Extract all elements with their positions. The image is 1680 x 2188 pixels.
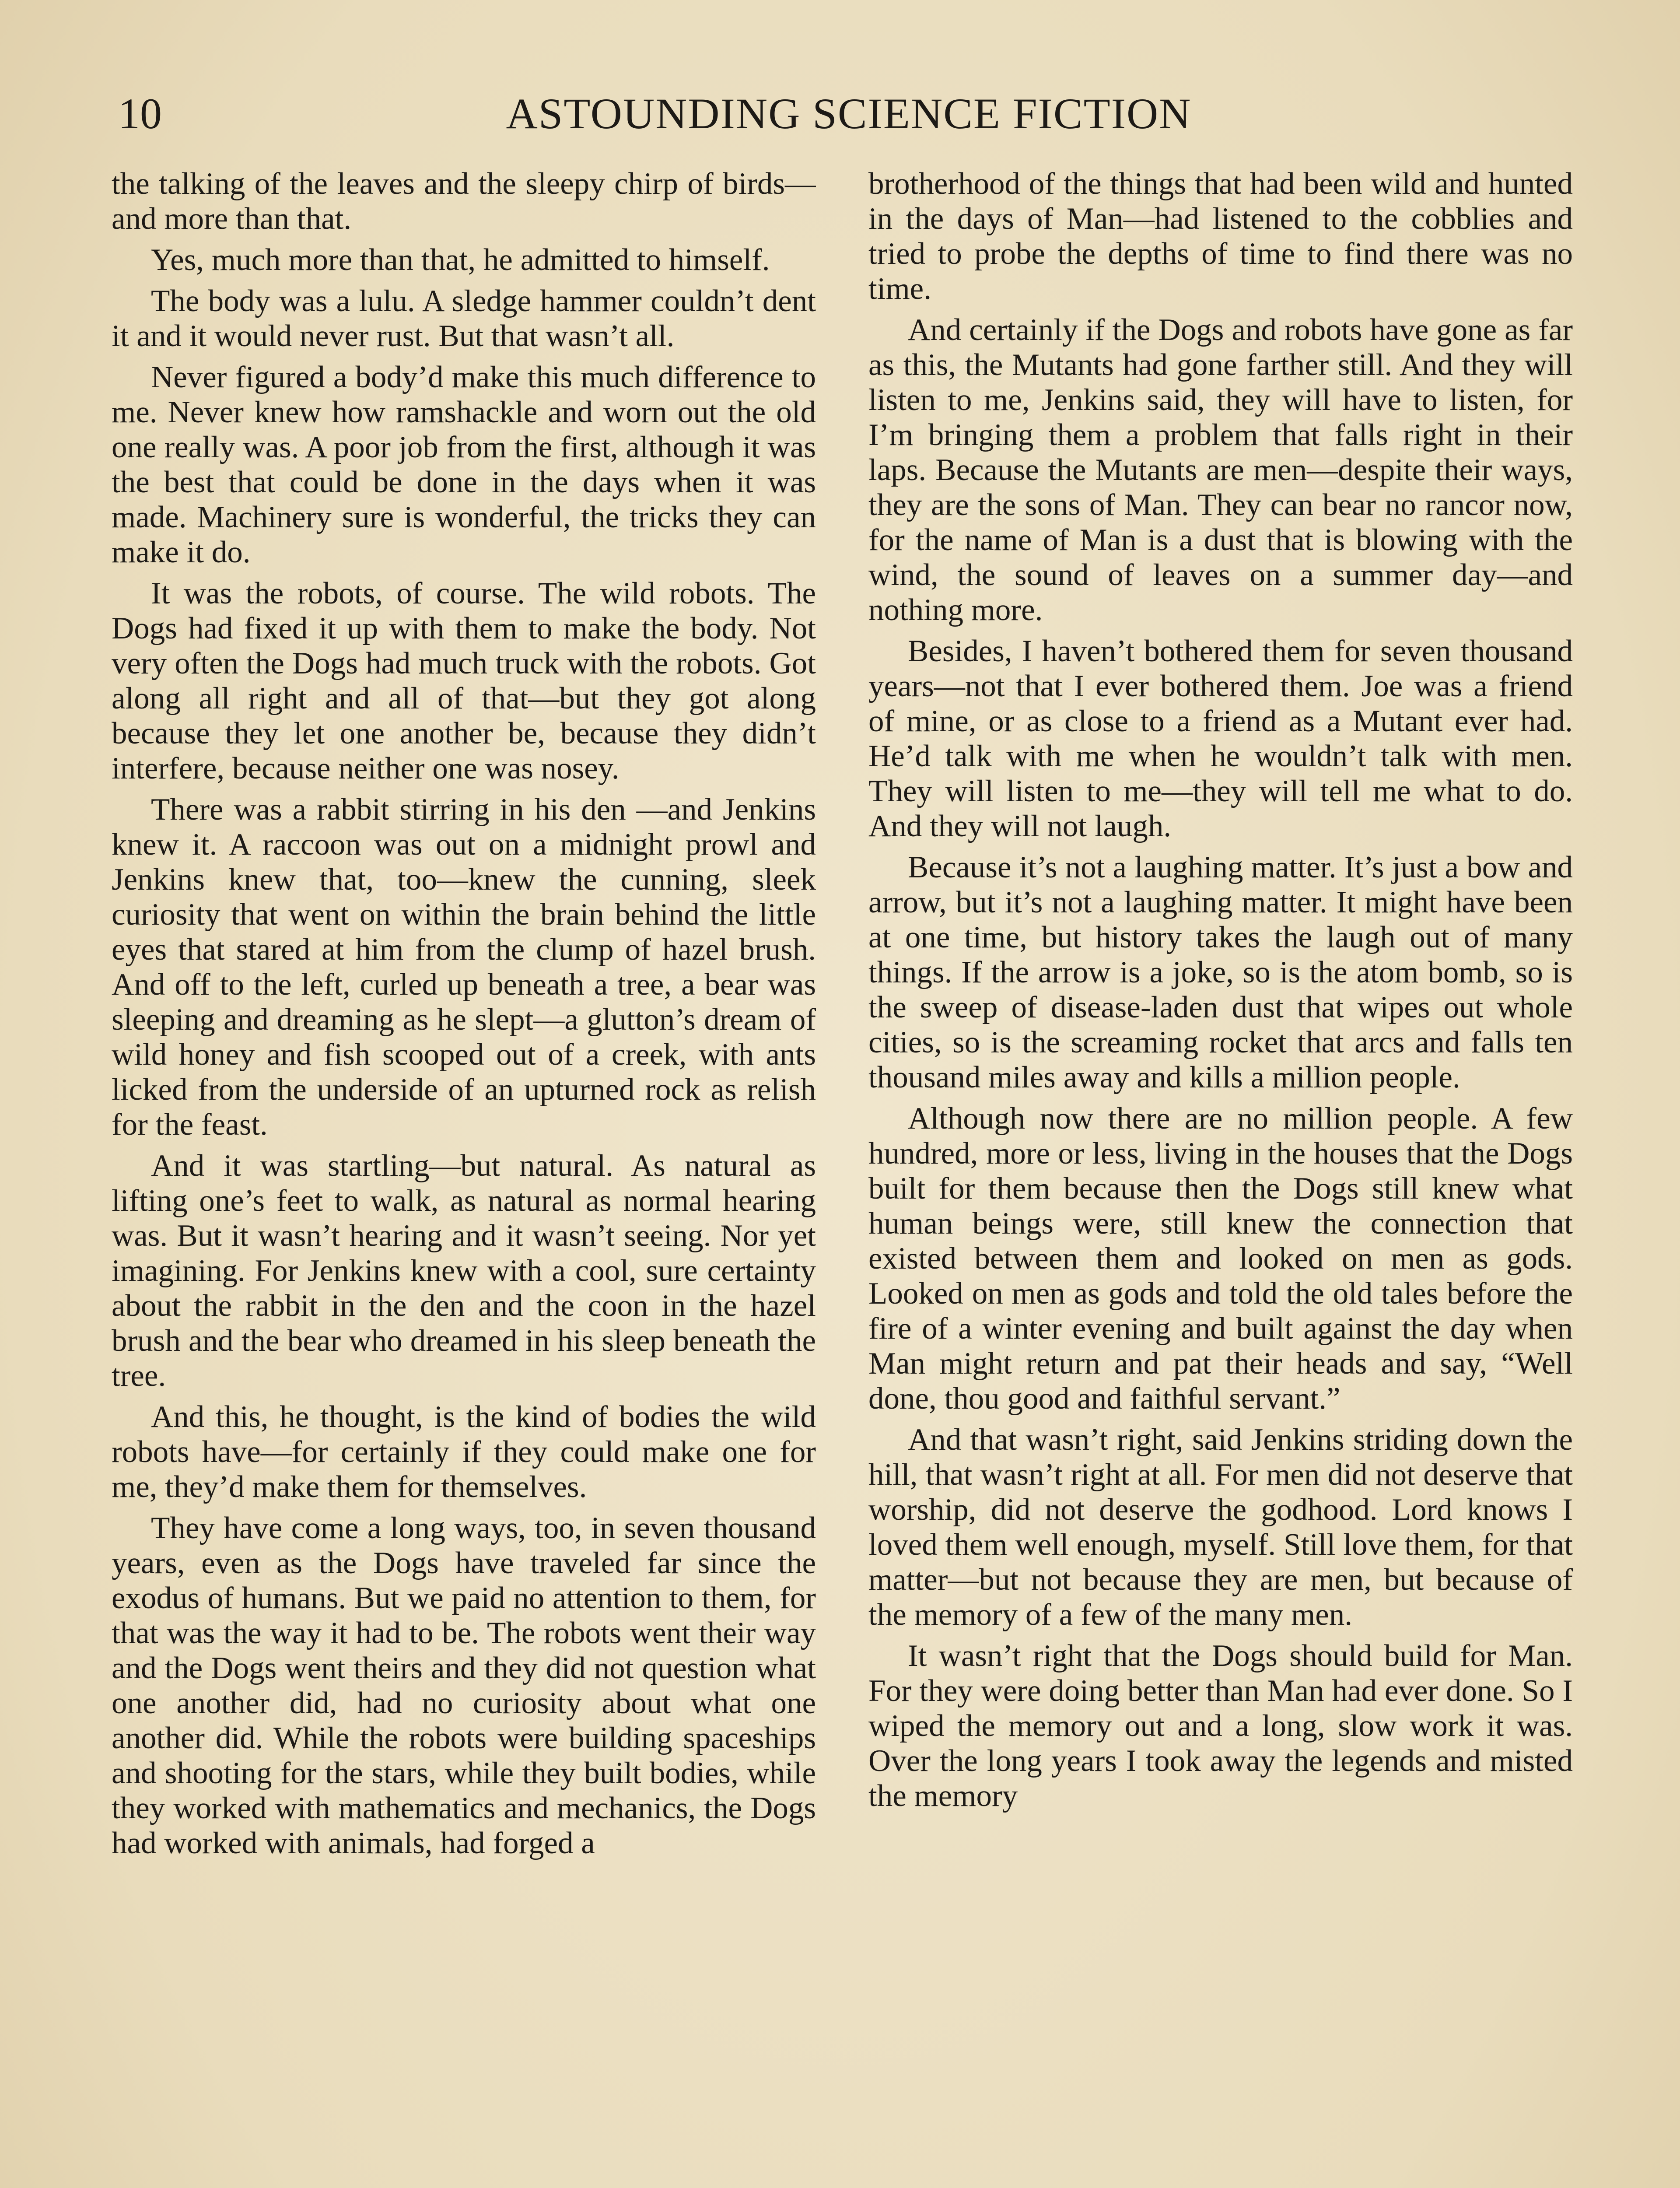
paragraph: Although now there are no million people. A few hundred, more or less, living in the houses that the Dogs built for them because then the Dogs still knew what human beings were, still knew the connection that existed between them and looked on men as gods. Looked on men as gods and told the old tales before the fire of a winter evening and built against the day when Man might return and pat their heads and say, “Well done, thou good and faithful servant.” <box>868 1101 1573 1416</box>
paragraph: brotherhood of the things that had been wild and hunted in the days of Man—had listened to the cobblies and tried to probe the depths of time to find there was no time. <box>868 167 1573 306</box>
paragraph: And that wasn’t right, said Jenkins striding down the hill, that wasn’t right at all. For men did not deserve that worship, did not deserve the godhood. Lord knows I loved them well enough, myself. Still love them, for that matter—but not because they are men, but because of the memory of a few of the many men. <box>868 1423 1573 1632</box>
paragraph: There was a rabbit stirring in his den —and Jenkins knew it. A raccoon was out on a midnight prowl and Jenkins knew that, too—knew the cunning, sleek curiosity that went on within the brain behind the little eyes that stared at him from the clump of hazel brush. And off to the left, curled up beneath a tree, a bear was sleeping and dreaming as he slept—a glutton’s dream of wild honey and fish scooped out of a creek, with ants licked from the underside of an upturned rock as relish for the feast. <box>112 792 816 1142</box>
paragraph: And it was startling—but natural. As natural as lifting one’s feet to walk, as natural as normal hearing was. But it wasn’t hearing and it wasn’t seeing. Nor yet imagining. For Jenkins knew with a cool, sure certainty about the rabbit in the den and the coon in the hazel brush and the bear who dreamed in his sleep beneath the tree. <box>112 1149 816 1393</box>
running-title: ASTOUNDING SCIENCE FICTION <box>506 89 1192 138</box>
paragraph: They have come a long ways, too, in seven thousand years, even as the Dogs have traveled far since the exodus of humans. But we paid no attention to them, for that was the way it had to be. The robots went their way and the Dogs went theirs and they did not question what one another did, had no curiosity about what one another did. While the robots were building spaceships and shooting for the stars, while they built bodies, while they worked with mathematics and mechanics, the Dogs had worked with animals, had forged a <box>112 1511 816 1860</box>
paragraph: It was the robots, of course. The wild robots. The Dogs had fixed it up with them to make the body. Not very often the Dogs had much truck with the robots. Got along all right and all of that—but they got along because they let one another be, because they didn’t interfere, because neither one was nosey. <box>112 576 816 785</box>
paragraph: Because it’s not a laughing matter. It’s just a bow and arrow, but it’s not a laughing matter. It might have been at one time, but history takes the laugh out of many things. If the arrow is a joke, so is the atom bomb, so is the sweep of disease-laden dust that wipes out whole cities, so is the screaming rocket that arcs and falls ten thousand miles away and kills a million people. <box>868 850 1573 1094</box>
paragraph: The body was a lulu. A sledge hammer couldn’t dent it and it would never rust. But that wasn’t all. <box>112 284 816 353</box>
page-number: 10 <box>118 89 162 138</box>
paragraph: And this, he thought, is the kind of bodies the wild robots have—for certainly if they could make one for me, they’d make them for themselves. <box>112 1400 816 1504</box>
text-columns <box>112 166 1577 2188</box>
paragraph: Never figured a body’d make this much difference to me. Never knew how ramshackle and worn out the old one really was. A poor job from the first, although it was the best that could be done in the days when it was made. Machinery sure is wonderful, the tricks they can make it do. <box>112 360 816 569</box>
paragraph: Yes, much more than that, he admitted to himself. <box>151 243 770 277</box>
paragraph: It wasn’t right that the Dogs should build for Man. For they were doing better than Man had ever done. So I wiped the memory out and a long, slow work it was. Over the long years I took away the legends and misted the memory <box>868 1639 1573 1813</box>
right-column <box>868 166 1573 2188</box>
paragraph: Besides, I haven’t bothered them for seven thousand years—not that I ever bothered them. Joe was a friend of mine, or as close to a friend as a Mutant ever had. He’d talk with me when he wouldn’t talk with men. They will listen to me—they will tell me what to do. And they will not laugh. <box>868 634 1573 843</box>
paragraph: the talking of the leaves and the sleepy chirp of birds—and more than that. <box>112 167 816 236</box>
paragraph: And certainly if the Dogs and robots have gone as far as this, the Mutants had gone farther still. And they will listen to me, Jenkins said, they will have to listen, for I’m bringing them a problem that falls right in their laps. Because the Mutants are men—despite their ways, they are the sons of Man. They can bear no rancor now, for the name of Man is a dust that is blowing with the wind, the sound of leaves on a summer day—and nothing more. <box>868 313 1573 627</box>
page-header <box>118 79 1579 144</box>
left-column <box>112 166 816 2188</box>
